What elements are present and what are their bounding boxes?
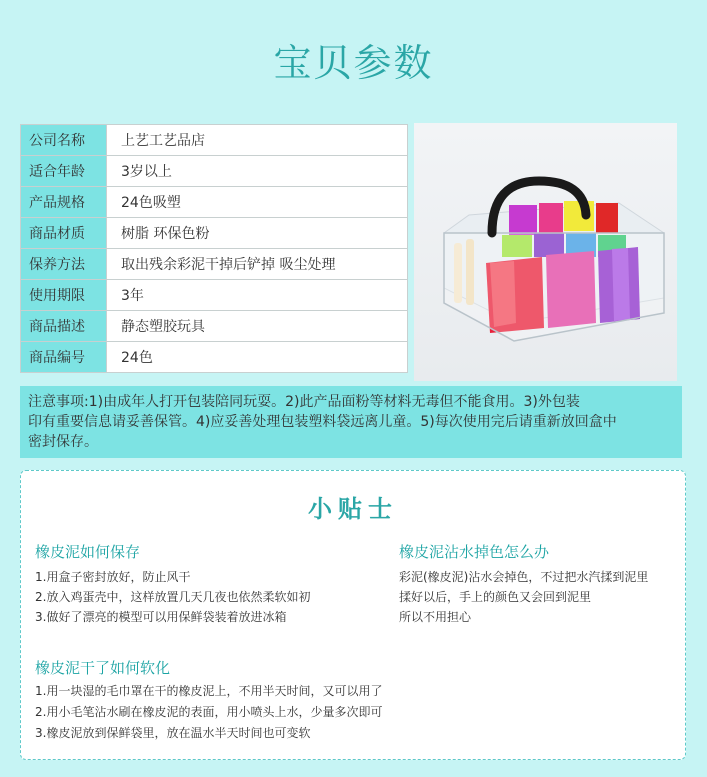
save-tip-line: 1.用盒子密封放好，防止风干 bbox=[35, 570, 191, 584]
tips-panel bbox=[20, 470, 686, 760]
param-key: 使用期限 bbox=[21, 280, 107, 311]
notice-line: 密封保存。 bbox=[28, 434, 98, 450]
param-value: 静态塑胶玩具 bbox=[107, 311, 408, 342]
param-value: 上艺工艺品店 bbox=[107, 125, 408, 156]
param-value: 树脂 环保色粉 bbox=[107, 218, 408, 249]
fade-tip-line: 彩泥(橡皮泥)沾水会掉色，不过把水汽揉到泥里 bbox=[399, 570, 649, 584]
table-row bbox=[21, 218, 408, 249]
save-section-title: 橡皮泥如何保存 bbox=[35, 543, 141, 561]
table-row bbox=[21, 187, 408, 218]
params-table bbox=[20, 124, 408, 373]
param-value: 24色 bbox=[107, 342, 408, 373]
table-row bbox=[21, 125, 408, 156]
param-key: 商品材质 bbox=[21, 218, 107, 249]
notice-line: 注意事项:1)由成年人打开包装陪同玩耍。2)此产品面粉等材料无毒但不能食用。3)外包装 bbox=[28, 394, 580, 410]
fade-tip-line: 所以不用担心 bbox=[399, 610, 472, 624]
soften-section-title: 橡皮泥干了如何软化 bbox=[35, 659, 171, 677]
param-key: 公司名称 bbox=[21, 125, 107, 156]
soften-tip-line: 3.橡皮泥放到保鲜袋里，放在温水半天时间也可变软 bbox=[35, 726, 311, 740]
param-value: 24色吸塑 bbox=[107, 187, 408, 218]
param-value: 3岁以上 bbox=[107, 156, 408, 187]
param-key: 保养方法 bbox=[21, 249, 107, 280]
param-value: 取出残余彩泥干掉后铲掉 吸尘处理 bbox=[107, 249, 408, 280]
table-row bbox=[21, 342, 408, 373]
clay-box-illustration bbox=[414, 123, 677, 381]
product-photo bbox=[414, 123, 677, 381]
soften-tip-line: 2.用小毛笔沾水刷在橡皮泥的表面，用小喷头上水，少量多次即可 bbox=[35, 705, 383, 719]
param-key: 商品编号 bbox=[21, 342, 107, 373]
table-row bbox=[21, 156, 408, 187]
save-tip-line: 3.做好了漂亮的模型可以用保鲜袋装着放进冰箱 bbox=[35, 610, 287, 624]
notice-line: 印有重要信息请妥善保管。4)应妥善处理包装塑料袋远离儿童。5)每次使用完后请重新放回盒中 bbox=[28, 414, 617, 430]
fade-section-title: 橡皮泥沾水掉色怎么办 bbox=[399, 543, 550, 561]
table-row bbox=[21, 280, 408, 311]
fade-tip-line: 揉好以后，手上的颜色又会回到泥里 bbox=[399, 590, 592, 604]
param-key: 产品规格 bbox=[21, 187, 107, 218]
page-title: 宝贝参数 bbox=[273, 41, 434, 85]
table-row bbox=[21, 249, 408, 280]
soften-tip-line: 1.用一块湿的毛巾罩在干的橡皮泥上，不用半天时间，又可以用了 bbox=[35, 684, 383, 698]
param-key: 适合年龄 bbox=[21, 156, 107, 187]
table-row bbox=[21, 311, 408, 342]
param-key: 商品描述 bbox=[21, 311, 107, 342]
notice-box bbox=[20, 386, 682, 458]
tips-title: 小贴士 bbox=[308, 495, 398, 523]
param-value: 3年 bbox=[107, 280, 408, 311]
save-tip-line: 2.放入鸡蛋壳中，这样放置几天几夜也依然柔软如初 bbox=[35, 590, 311, 604]
